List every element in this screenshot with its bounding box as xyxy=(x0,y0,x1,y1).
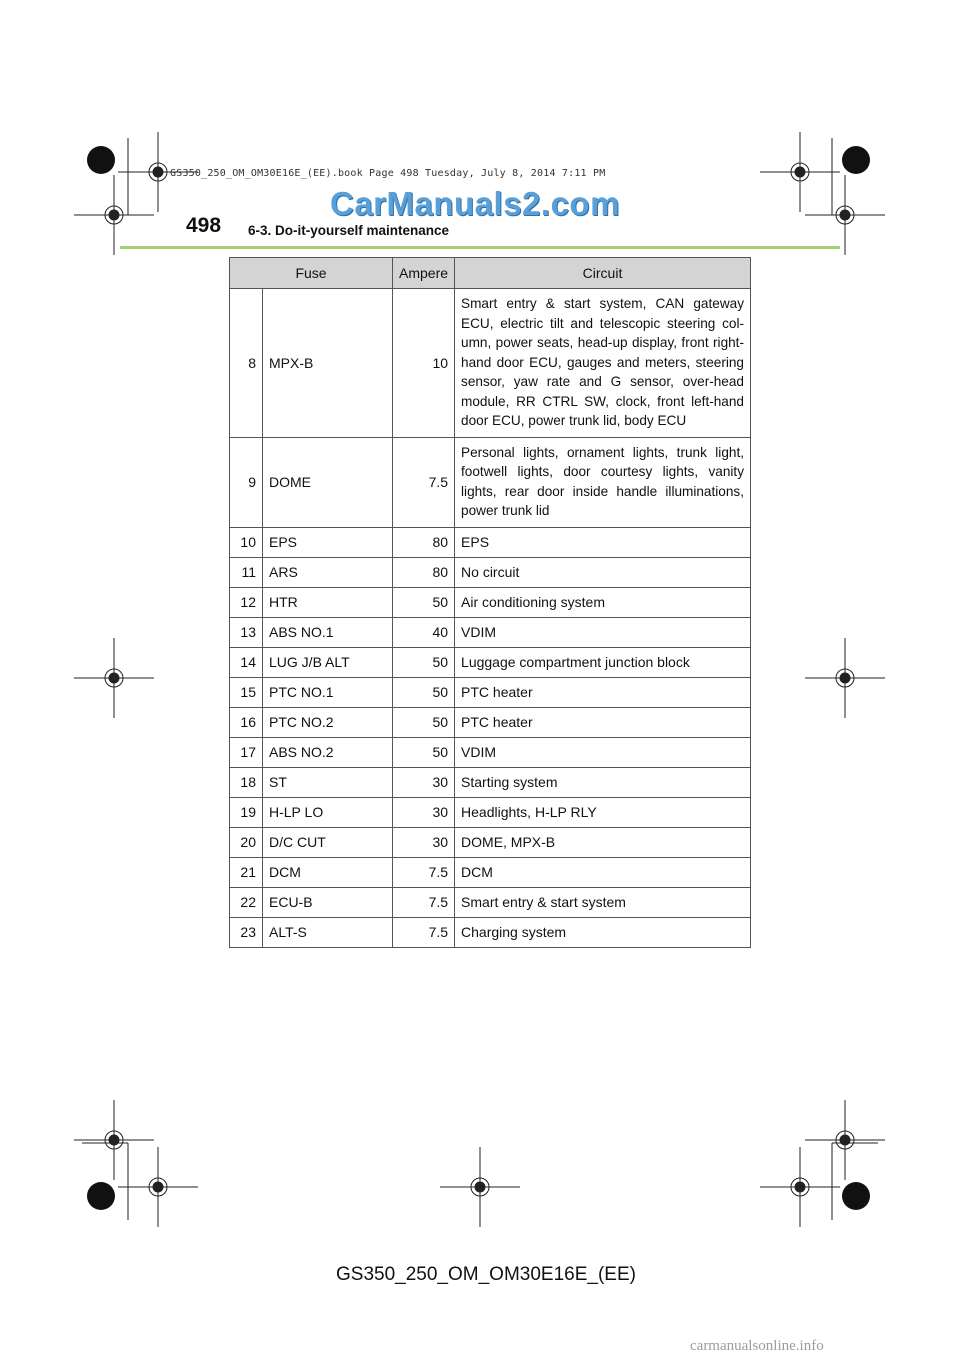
ampere-cell: 30 xyxy=(393,797,455,827)
circuit-cell: EPS xyxy=(455,527,751,557)
table-row xyxy=(230,767,751,797)
circuit-cell: DOME, MPX-B xyxy=(455,827,751,857)
circuit-cell: Luggage compartment junction block xyxy=(455,647,751,677)
circuit-cell: PTC heater xyxy=(455,677,751,707)
fuse-number-cell: 9 xyxy=(230,437,263,527)
ampere-cell: 7.5 xyxy=(393,917,455,947)
registration-dot-icon xyxy=(87,1182,115,1210)
table-row xyxy=(230,587,751,617)
ampere-cell: 40 xyxy=(393,617,455,647)
crosshair-icon xyxy=(74,175,154,255)
ampere-cell: 50 xyxy=(393,707,455,737)
fuse-number-cell: 13 xyxy=(230,617,263,647)
fuse-name-cell: ARS xyxy=(263,557,393,587)
circuit-cell: No circuit xyxy=(455,557,751,587)
table-body xyxy=(230,289,751,948)
table-row xyxy=(230,289,751,438)
fuse-name-cell: DOME xyxy=(263,437,393,527)
circuit-cell: Personal lights, ornament lights, trunk light, footwell lights, door courtesy lights, vanity lights, rear door inside handle illuminations, power trunk lid xyxy=(455,437,751,527)
circuit-cell: Charging system xyxy=(455,917,751,947)
circuit-cell: Smart entry & start system, CAN gateway ECU, electric tilt and telescopic steering col-umn, power seats, head-up display, front right-hand door ECU, gauges and meters, steering sensor, yaw rate and G sensor, over-head module, RR CTRL SW, clock, front left-hand door ECU, power trunk lid, body ECU xyxy=(455,289,751,438)
ampere-cell: 7.5 xyxy=(393,437,455,527)
fuse-name-cell: ST xyxy=(263,767,393,797)
circuit-cell: Smart entry & start system xyxy=(455,887,751,917)
fuse-number-cell: 18 xyxy=(230,767,263,797)
fuse-name-cell: ALT-S xyxy=(263,917,393,947)
circuit-cell: Headlights, H-LP RLY xyxy=(455,797,751,827)
circuit-cell: VDIM xyxy=(455,617,751,647)
fuse-name-cell: MPX-B xyxy=(263,289,393,438)
table-row xyxy=(230,707,751,737)
table-row xyxy=(230,527,751,557)
fuse-name-cell: ABS NO.2 xyxy=(263,737,393,767)
column-header-circuit: Circuit xyxy=(455,258,751,289)
fuse-name-cell: H-LP LO xyxy=(263,797,393,827)
ampere-cell: 80 xyxy=(393,557,455,587)
ampere-cell: 50 xyxy=(393,587,455,617)
ampere-cell: 10 xyxy=(393,289,455,438)
crosshair-icon xyxy=(805,175,885,255)
fuse-number-cell: 21 xyxy=(230,857,263,887)
fuse-number-cell: 11 xyxy=(230,557,263,587)
table-row xyxy=(230,437,751,527)
fuse-name-cell: ABS NO.1 xyxy=(263,617,393,647)
table-row xyxy=(230,887,751,917)
fuse-number-cell: 14 xyxy=(230,647,263,677)
crosshair-icon xyxy=(74,638,154,718)
fuse-name-cell: HTR xyxy=(263,587,393,617)
table-row xyxy=(230,857,751,887)
ampere-cell: 30 xyxy=(393,767,455,797)
circuit-cell: DCM xyxy=(455,857,751,887)
ampere-cell: 80 xyxy=(393,527,455,557)
fuse-number-cell: 19 xyxy=(230,797,263,827)
circuit-cell: Air conditioning system xyxy=(455,587,751,617)
fuse-name-cell: EPS xyxy=(263,527,393,557)
fuse-number-cell: 15 xyxy=(230,677,263,707)
fuse-name-cell: LUG J/B ALT xyxy=(263,647,393,677)
fuse-number-cell: 23 xyxy=(230,917,263,947)
fuse-number-cell: 20 xyxy=(230,827,263,857)
fuse-name-cell: PTC NO.2 xyxy=(263,707,393,737)
table-header-row xyxy=(230,258,751,289)
document-code: GS350_250_OM_OM30E16E_(EE) xyxy=(336,1264,636,1285)
page-number: 498 xyxy=(186,214,222,237)
fuse-number-cell: 8 xyxy=(230,289,263,438)
crosshair-icon xyxy=(74,1100,154,1180)
fuse-number-cell: 22 xyxy=(230,887,263,917)
registration-dot-icon xyxy=(842,146,870,174)
ampere-cell: 7.5 xyxy=(393,887,455,917)
ampere-cell: 50 xyxy=(393,647,455,677)
footer-site: carmanualsonline.info xyxy=(690,1338,824,1354)
crosshair-icon xyxy=(440,1147,520,1227)
crosshair-icon xyxy=(805,1100,885,1180)
table-row xyxy=(230,737,751,767)
fuse-table xyxy=(229,257,751,948)
section-title: 6-3. Do-it-yourself maintenance xyxy=(248,223,450,238)
fuse-name-cell: PTC NO.1 xyxy=(263,677,393,707)
fuse-number-cell: 17 xyxy=(230,737,263,767)
ampere-cell: 50 xyxy=(393,737,455,767)
crosshair-icon xyxy=(118,1147,198,1227)
ampere-cell: 30 xyxy=(393,827,455,857)
registration-dot-icon xyxy=(87,146,115,174)
print-mark: GS350_250_OM_OM30E16E_(EE).book Page 498 Tuesday, July 8, 2014 7:11 PM xyxy=(170,168,606,179)
circuit-cell: Starting system xyxy=(455,767,751,797)
column-header-fuse: Fuse xyxy=(230,258,393,289)
table-row xyxy=(230,557,751,587)
watermark: CarManuals2.com xyxy=(330,185,620,222)
fuse-number-cell: 12 xyxy=(230,587,263,617)
circuit-cell: PTC heater xyxy=(455,707,751,737)
table-row xyxy=(230,617,751,647)
ampere-cell: 7.5 xyxy=(393,857,455,887)
fuse-name-cell: ECU-B xyxy=(263,887,393,917)
fuse-name-cell: DCM xyxy=(263,857,393,887)
column-header-ampere: Ampere xyxy=(393,258,455,289)
registration-dot-icon xyxy=(842,1182,870,1210)
table-row xyxy=(230,677,751,707)
table-row xyxy=(230,647,751,677)
fuse-name-cell: D/C CUT xyxy=(263,827,393,857)
table-row xyxy=(230,917,751,947)
table-row xyxy=(230,797,751,827)
crosshair-icon xyxy=(760,132,840,212)
crosshair-icon xyxy=(805,638,885,718)
circuit-cell: VDIM xyxy=(455,737,751,767)
fuse-number-cell: 10 xyxy=(230,527,263,557)
crosshair-icon xyxy=(760,1147,840,1227)
header-rule xyxy=(120,246,840,249)
ampere-cell: 50 xyxy=(393,677,455,707)
table-row xyxy=(230,827,751,857)
fuse-number-cell: 16 xyxy=(230,707,263,737)
